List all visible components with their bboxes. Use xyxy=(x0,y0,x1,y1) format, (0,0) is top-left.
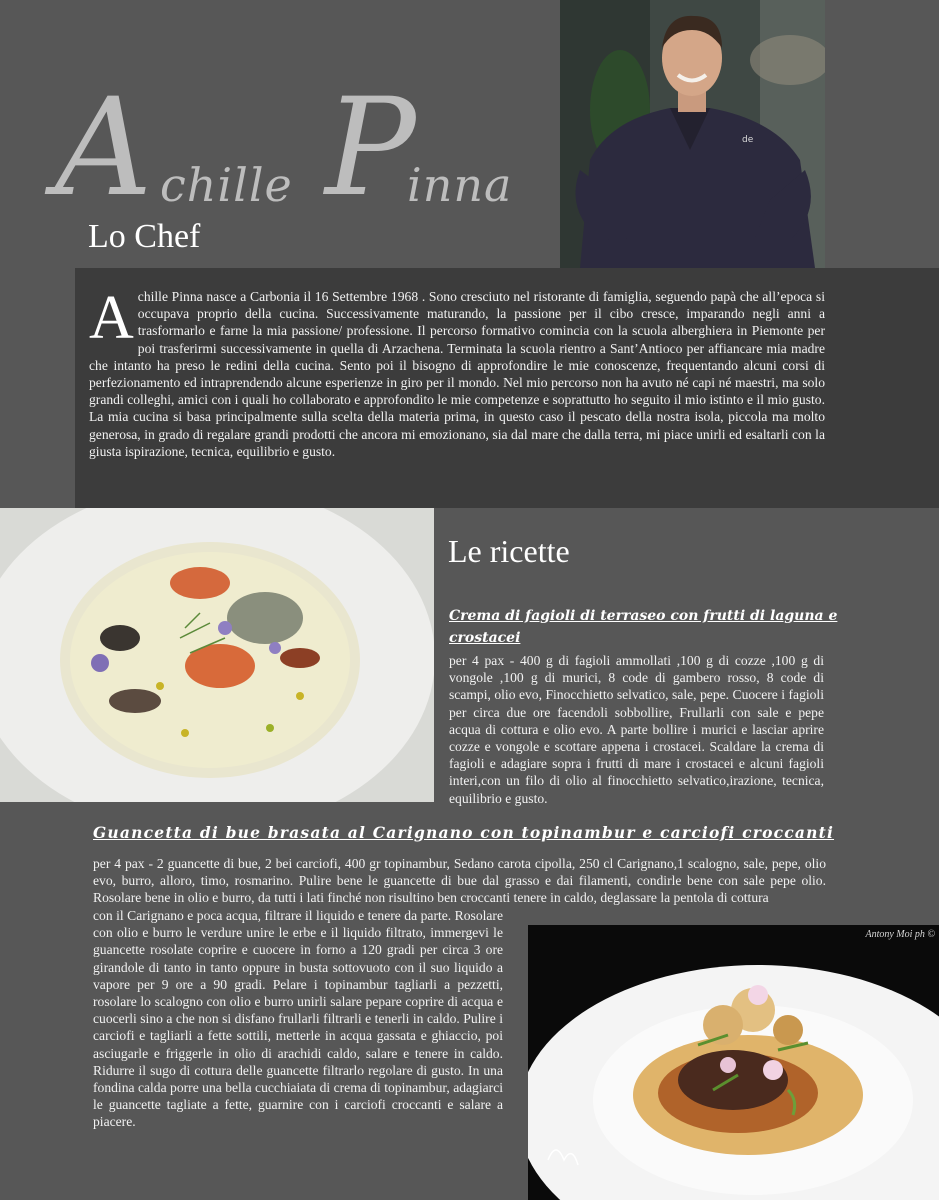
section-subtitle: Lo Chef xyxy=(88,218,201,255)
recipe-1-title: Crema di fagioli di terraseo con frutti di laguna e crostacei xyxy=(449,608,838,646)
chef-portrait-illustration xyxy=(560,0,825,268)
bio-drop-cap: A xyxy=(89,284,134,352)
recipe-1-text: per 4 pax - 400 g di fagioli ammollati ,100 g di cozze ,100 g di vongole ,100 g di murici, 8 code di gambero rosso, 8 code di scampi, olio evo, Finocchietto selvatico, sale, pepe. Cuocere i fagioli per circa due ore facendoli sobbollire, Frullarli con sale e pepe acqua di cottura e olio evo. A parte bollire i murici e lasciar aprire cozze e vongole e scottare appena i crostacei. Scaldare la crema di fagioli e adagiare sopra i frutti di mare i crostacei e alcuni fagioli interi,con un filo di olio al finocchietto selvatico,irazione, tecnica, equilibrio e gusto. xyxy=(449,653,824,806)
soup-dish-illustration xyxy=(0,508,434,802)
bio-text: chille Pinna nasce a Carbonia il 16 Settembre 1968 . Sono cresciuto nel ristorante di famiglia, seguendo papà che all’epoca si occupava proprio della cucina. Successivamente maturando, la passione per il cibo cresce, imparando negli anni a trasformarlo e farne la mia passione/ professione. Il percorso formativo comincia con la scuola alberghiera in Piemonte per poi trasferirmi successivamente in quella di Arzachena. Terminata la scuola rientro a Sant’Antioco per affiancare mia madre che intanto ha preso le redini della cucina. Sento poi il bisogno di approfondire le mie conoscenze, frequentando alcuni corsi di perfezionamento ed intraprendendo alcune esperienze in giro per il mondo. Nel mio percorso non ha avuto né capi né maestri, ma solo grandi colleghi, amici con i quali ho collaborato e approfondito le mie competenze e soprattutto ho seguito il mio istinto e il mio gusto. La mia cucina si basa principalmente sulla scelta della materia prima, in questo caso il pescato della nostra isola, piccola ma molto generosa, in grado di regalare grandi prodotti che ancora mi emozionano, sia dal mare che dalla terra, mi piace unirli ed esaltarli con la giusta ispirazione, tecnica, equilibrio e gusto. xyxy=(89,289,825,459)
title-first-rest: chille xyxy=(160,158,293,212)
beef-cheek-dish-photo xyxy=(528,925,939,1200)
photo-credit: Antony Moi ph © xyxy=(865,929,935,940)
bio-text-block xyxy=(89,284,825,460)
svg-text:de: de xyxy=(742,135,754,145)
recipe-2-title: Guancetta di bue brasata al Carignano con topinambur e carciofi croccanti xyxy=(93,823,835,842)
recipe-2-text-intro: per 4 pax - 2 guancette di bue, 2 bei carciofi, 400 gr topinambur, Sedano carota cipolla, 250 cl Carignano,1 scalogno, sale, pepe, olio evo, burro, alloro, timo, rosmarino. Pulire bene le guancette di bue dal grasso e dai filamenti, condirle bene con sale pepe olio. Rosolare bene in olio e burro, da tutti i lati finché non risultino ben croccanti tenere in caldo, deglassare la pentola di cottura xyxy=(93,856,826,906)
bio-panel xyxy=(75,268,939,508)
recipes-heading: Le ricette xyxy=(448,533,570,569)
title-second-rest: inna xyxy=(407,158,513,212)
recipe-2-text-method: con il Carignano e poca acqua, filtrare il liquido e tenere da parte. Rosolare con olio e burro le verdure unire le erbe e il liquido filtrato, immergevi le guancette rosolate coprire e cuocere in forno a 120 gradi per circa 3 ore girandole di tanto in tanto oppure in busta sottovuoto con il suo liquido a vapore per 9 ore a 90 gradi. Pelare i topinambur tagliarli a pezzetti, rosolare lo scalogno con olio e burro unirli salare pepare coprire di acqua e cuocerli sino a che non si disfano frullarli filtrarli e tenerli in caldo. Pulire i carciofi e tagliarli a fette sottili, metterle in acqua gassata e ghiaccio, poi asciugarle e friggerle in olio di arachidi caldo, salare e tenere in caldo. Ridurre il sugo di cottura delle guancette filtrarlo regolare di gusto. In una fondina calda porre una bella cucchiaiata di crema di topinambur, adagiarci le guancette tagliate a fette, guarnire con i carciofi croccanti e salare a piacere. xyxy=(93,908,503,1130)
soup-dish-photo xyxy=(0,508,434,802)
chef-photo xyxy=(560,0,825,268)
beef-cheek-dish-illustration xyxy=(528,925,939,1200)
chef-name-title xyxy=(55,69,525,230)
title-second-initial: P xyxy=(325,69,416,226)
title-first-initial: A xyxy=(55,69,153,226)
